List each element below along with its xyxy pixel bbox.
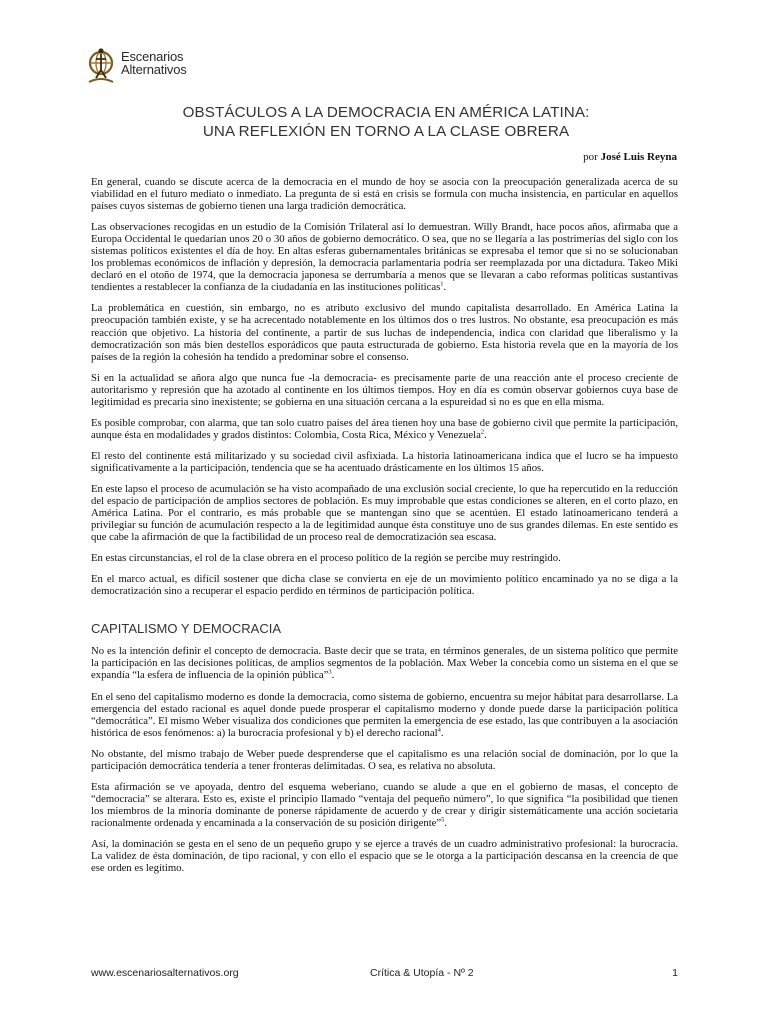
article-title bbox=[90, 103, 682, 141]
paragraph bbox=[91, 221, 678, 293]
byline-prefix: por bbox=[583, 151, 598, 163]
paragraph-text: El resto del continente está militarizado y su sociedad civil asfixiada. La historia latinoamericana indica que el lucro se ha impuesto significativamente a la participación, tendencia que se ha acentuado drásticamente en los últimos 15 años. bbox=[91, 449, 678, 474]
paragraph-text: La problemática en cuestión, sin embargo, no es atributo exclusivo del mundo capitalista desarrollado. En América Latina la preocupación también existe, y se ha acrecentado notablemente en los últimos dos o tres lustros. No obstante, esa preocupación es más reacción que objetivo. La historia del continente, a partir de sus luchas de independencia, indica con claridad que liberalismo y la democratización son más bien destellos esporádicos que pauta estructurada de gobierno. Esta historia revela que en la mayoría de los países de la región la cohesión ha tendido a predominar sobre el consenso. bbox=[91, 302, 678, 363]
paragraph bbox=[91, 176, 678, 212]
logo-line-1: Escenarios bbox=[121, 49, 184, 64]
footer-publication: Crítica & Utopía - Nº 2 bbox=[370, 967, 474, 979]
paragraph-text-end: . bbox=[444, 816, 448, 829]
publisher-logo bbox=[84, 44, 204, 94]
footnote-ref[interactable]: 1 bbox=[440, 280, 444, 288]
footnote-ref[interactable]: 3 bbox=[328, 668, 332, 676]
article-body bbox=[91, 176, 678, 883]
paragraph bbox=[91, 372, 678, 408]
paragraph-text: Esta afirmación se ve apoyada, dentro del esquema weberiano, cuando se alude a que en el gobierno de masas, el concepto de “democracia” se alterara. Esto es, existe el principio llamado “ventaja del pequeño número”, lo que significa “la posibilidad que tienen los miembros de la minoría dominante de ponerse rápidamente de acuerdo y de crear y dirigir sistemáticamente una acción societaria racionalmente ordenada y encaminada a la conservación de su posición dirigente” bbox=[91, 780, 678, 829]
paragraph-text: En estas circunstancias, el rol de la clase obrera en el proceso político de la región se percibe muy restringido. bbox=[91, 552, 561, 565]
paragraph bbox=[91, 450, 678, 474]
paragraph-text: Es posible comprobar, con alarma, que tan solo cuatro países del área tienen hoy una base de gobierno civil que permite la participación, aunque ésta en modalidades y grados distintos: Colombia, Costa Rica, México y Venezuela bbox=[91, 416, 678, 441]
paragraph-text: No obstante, del mismo trabajo de Weber puede desprenderse que el capitalismo es una relación social de dominación, por lo que la participación democrática tendería a tener fronteras delimitadas. O sea, es relativa no absoluta. bbox=[91, 747, 678, 772]
title-line-2: UNA REFLEXIÓN EN TORNO A LA CLASE OBRERA bbox=[202, 123, 570, 140]
paragraph-text: Las observaciones recogidas en un estudio de la Comisión Trilateral así lo demuestran. Willy Brandt, hace pocos años, afirmaba que a Europa Occidental le quedarían unos 20 o 30 años de gobierno democrático. O sea, que no se llegaría a las postrimerías del siglo con los sistemas políticos existentes el día de hoy. En altas esferas gubernamentales británicas se expresaba el temor que si no se solucionaban los problemas económicos de inflación y depresión, la democracia parlamentaria podría ser reemplazada por una dictadura. Takeo Miki declaró en el otoño de 1974, que la democracia japonesa se derrumbaría a menos que se llevaran a cabo reformas políticas sustantivas tendientes a restablecer la confianza de la ciudadanía en las instituciones políticas bbox=[91, 221, 678, 294]
page-footer bbox=[91, 967, 678, 981]
paragraph-text: Si en la actualidad se añora algo que nunca fue -la democracia- es precisamente parte de una reacción ante el proceso creciente de autoritarismo y represión que ha azotado al continente en los últimos tiempos. Hoy en día es común observar gobiernos cuya base de legitimidad es precaria sino inexistente; se gobierna en una situación cercana a la espureidad si no es que en ella misma. bbox=[91, 371, 678, 408]
paragraph bbox=[91, 552, 678, 564]
paragraph-text: En este lapso el proceso de acumulación se ha visto acompañado de una exclusión social creciente, lo que ha repercutido en la reducción del espacio de participación de amplios sectores de población. Es muy improbable que estas condiciones se alteren, en el corto plazo, en América Latina. Por el contrario, es más probable que se mantengan sino que se acentúen. El estado latinoamericano tenderá a privilegiar su función de acumulación respecto a la de legitimidad aunque ésta constituye uno de sus grandes dilemas. En este sentido es que cabe la afirmación de que la factibilidad de un proceso real de democratización sea escasa. bbox=[91, 482, 678, 544]
paragraph bbox=[91, 573, 678, 597]
footnote-ref[interactable]: 2 bbox=[480, 428, 485, 436]
title-line-1: OBSTÁCULOS A LA DEMOCRACIA EN AMÉRICA LATINA: bbox=[182, 104, 590, 121]
paragraph-text-end: . bbox=[440, 726, 444, 739]
paragraph-text: En el marco actual, es difícil sostener que dicha clase se convierta en eje de un movimiento político encaminado ya no se diga a la democratización sino a recuperar el espacio perdido en términos de participación política. bbox=[91, 573, 678, 598]
byline bbox=[583, 151, 677, 163]
paragraph-text-end: . bbox=[443, 281, 447, 294]
paragraph bbox=[91, 781, 678, 829]
page-number: 1 bbox=[672, 967, 678, 979]
paragraph bbox=[91, 838, 678, 874]
paragraph-text: En general, cuando se discute acerca de la democracia en el mundo de hoy se asocia con la preocupación generalizada acerca de su viabilidad en el futuro mediato o inmediato. La pregunta de si está en crisis se formula con mucha insistencia, en particular en aquellos países cuyos sistemas de gobierno tienen una larga tradición democrática. bbox=[91, 176, 678, 213]
globe-person-icon bbox=[84, 46, 120, 86]
paragraph-text: No es la intención definir el concepto de democracia. Baste decir que se trata, en términos generales, de un sistema político que permite la participación en las decisiones políticas, de amplios segmentos de la población. Max Weber la concebía como un sistema en el que se expandía “la esfera de influencia de la opinión pública” bbox=[91, 645, 678, 682]
footnote-ref[interactable]: 4 bbox=[437, 726, 441, 734]
footer-website-link[interactable]: www.escenariosalternativos.org bbox=[91, 967, 239, 979]
logo-line-2: Alternativos bbox=[121, 62, 187, 77]
section-heading: CAPITALISMO Y DEMOCRACIA bbox=[91, 621, 281, 637]
paragraph bbox=[91, 748, 678, 772]
paragraph bbox=[91, 691, 678, 739]
paragraph bbox=[91, 302, 678, 362]
paragraph-text-end: . bbox=[331, 669, 335, 682]
paragraph bbox=[91, 483, 678, 543]
footnote-ref[interactable]: 5 bbox=[441, 816, 445, 824]
paragraph-text: En el seno del capitalismo moderno es donde la democracia, como sistema de gobierno, encuentra su mejor hábitat para desarrollarse. La emergencia del estado racional es aquel donde puede prosperar el capitalismo moderno y donde puede darse la participación política “democrática”. El mismo Weber visualiza dos condiciones que permiten la emergencia de ese estado, las que contribuyen a la asociación histórica de esos fenómenos: a) la burocracia profesional y b) el derecho racional bbox=[91, 690, 678, 739]
paragraph-text-end: . bbox=[484, 428, 487, 441]
author-name: José Luis Reyna bbox=[600, 151, 677, 163]
paragraph bbox=[91, 645, 678, 681]
paragraph bbox=[91, 417, 678, 441]
paragraph-text: Así, la dominación se gesta en el seno de un pequeño grupo y se ejerce a través de un cuadro administrativo profesional: la burocracia. La validez de ésta dominación, de tipo racional, y con ello el espacio que se le otorga a la participación descansa en la creencia de que ese orden es legítimo. bbox=[91, 837, 678, 875]
